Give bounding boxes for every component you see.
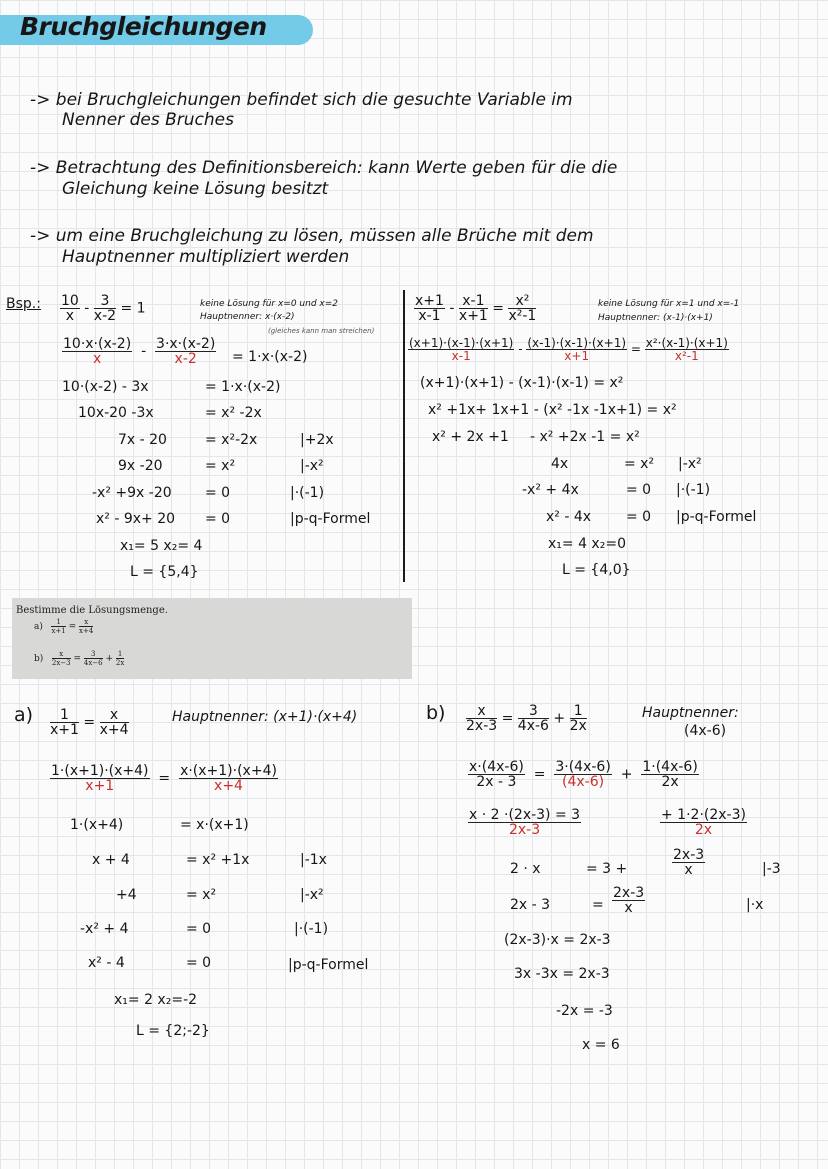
ex1-step-3-right: = x²-2x: [205, 432, 258, 448]
ex2-mult-c-den: x²-1: [674, 349, 699, 363]
ex2-step-5-op: |·(-1): [676, 482, 711, 498]
ex2-n1: x+1: [415, 293, 444, 309]
sol-b-line-8: -2x = -3: [556, 1003, 613, 1019]
sol-b-line-4-right: = 3 +: [586, 861, 628, 877]
task-heading: Bestimme die Lösungsmenge.: [16, 605, 168, 616]
sol-a-step-2-op: |-1x: [300, 852, 327, 868]
ex2-step-6-left: x² - 4x: [546, 509, 592, 525]
task-a-d1: x+1: [51, 627, 66, 635]
sol-a-mult-a-den: x+1: [85, 778, 115, 794]
task-b-d2: 4x−6: [83, 659, 103, 667]
sol-a-step-5-left: x² - 4: [88, 955, 125, 971]
ex2-step-6-right: = 0: [626, 509, 652, 525]
ex1-mult-b-den: x-2: [174, 351, 197, 367]
sol-a-solution: L = {2;-2}: [136, 1023, 210, 1039]
task-b-d3: 2x: [115, 659, 125, 667]
ex2-step-5-left: -x² + 4x: [522, 482, 579, 498]
ex2-step-4-right: = x²: [624, 456, 655, 472]
task-a-n2: x: [79, 618, 93, 627]
sol-b-mult-a-den: 2x - 3: [476, 774, 517, 790]
sol-b-mult-c: 1·(4x-6): [642, 759, 698, 775]
ex1-note-2: Hauptnenner: x·(x-2): [200, 312, 295, 322]
ex1-step-2-right: = x² -2x: [205, 405, 262, 421]
sol-b-hauptnenner-value: (4x-6): [684, 723, 727, 739]
sol-b-line-3a: [468, 808, 581, 837]
sol-a-mult-a: 1·(x+1)·(x+4): [51, 763, 149, 779]
ex1-mult: $\frac{10\cdot x\cdot(x-2)}{x}$ - $\frac{3\cdot x\cdot(x-2)}{x-2}$: [63, 336, 216, 367]
sol-b-line-3b: [660, 808, 747, 837]
sol-b-line-3b-num: + 1·2·(2x-3): [661, 807, 746, 823]
sol-b-line-5-den: x: [624, 900, 633, 916]
sol-a-n1: 1: [50, 708, 79, 723]
sol-b-mult-a: x·(4x-6): [469, 759, 524, 775]
sol-b-hauptnenner-label: Hauptnenner:: [642, 705, 739, 721]
sol-b-mult-b: 3·(4x-6): [555, 759, 611, 775]
sol-a-step-3-right: = x²: [186, 887, 217, 903]
ex2-d3: x²-1: [508, 308, 537, 324]
task-b: b) $\frac{x}{2x-3}$ = $\frac{3}{4x-6}$ + $\frac{1}{2x}$: [34, 650, 125, 667]
sol-b-line-4-frac: [672, 848, 705, 877]
sol-a-step-2-left: x + 4: [92, 852, 130, 868]
task-b-n2: 3: [84, 650, 103, 659]
sol-b-n1: x: [466, 704, 497, 719]
ex1-step-6-right: = 0: [205, 511, 231, 527]
sol-b-line-5-left: 2x - 3: [510, 897, 551, 913]
ex1-step-5-right: = 0: [205, 485, 231, 501]
sol-b-line-4-op: |-3: [762, 861, 781, 877]
ex2-d1: x-1: [418, 308, 441, 324]
sol-b-mult: $\frac{x\cdot(4x-6)}{2x - 3}$ = $\frac{3\cdot(4x-6)}{(4x-6)}$ + $\frac{1\cdot(4x-6)}{2x}$: [469, 759, 698, 790]
task-a: a) $\frac{1}{x+1}$ = $\frac{x}{x+4}$: [34, 618, 94, 635]
ex1-d2: x-2: [93, 308, 117, 324]
ex2-solution: L = {4,0}: [562, 562, 631, 578]
ex1-n2: 3: [94, 294, 116, 309]
sol-a-hauptnenner: Hauptnenner: (x+1)·(x+4): [172, 709, 358, 725]
ex1-n1: 10: [61, 293, 79, 309]
ex1-mult-a: 10·x·(x-2): [63, 336, 132, 352]
ex1-step-3-left: 7x - 20: [118, 432, 167, 448]
example-label: Bsp.:: [6, 296, 41, 312]
sol-b-line-4-num: 2x-3: [673, 847, 705, 863]
note-3-line-1: -> um eine Bruchgleichung zu lösen, müssen alle Brüche mit dem: [30, 226, 594, 246]
ex2-mult-c: x²·(x-1)·(x+1): [645, 336, 728, 350]
sol-a-mult-b-den: x+4: [214, 778, 243, 794]
ex1-step-5-left: -x² +9x -20: [92, 485, 172, 501]
sol-a-step-4-left: -x² + 4: [80, 921, 129, 937]
ex2-step-1: (x+1)·(x+1) - (x-1)·(x-1) = x²: [420, 375, 624, 391]
ex1-solution: L = {5,4}: [130, 564, 199, 580]
ex2-step-6-op: |p-q-Formel: [676, 509, 757, 525]
sol-a-step-4-op: |·(-1): [294, 921, 329, 937]
sol-b-line-9: x = 6: [582, 1037, 620, 1053]
sol-a-d1: x+1: [50, 722, 79, 738]
ex1-step-3-op: |+2x: [300, 432, 334, 448]
ex1-step-1-right: = 1·x·(x-2): [205, 379, 281, 395]
ex1-step-4-right: = x²: [205, 458, 236, 474]
ex1-d1: x: [65, 308, 75, 324]
ex2-step-4-op: |-x²: [678, 456, 702, 472]
ex1-roots: x₁= 5 x₂= 4: [120, 538, 203, 554]
sol-a-roots: x₁= 2 x₂=-2: [114, 992, 198, 1008]
ex2-step-2: x² +1x+ 1x+1 - (x² -1x -1x+1) = x²: [428, 402, 677, 418]
sol-b-line-7: 3x -3x = 2x-3: [514, 966, 610, 982]
ex1-step-5-op: |·(-1): [290, 485, 325, 501]
sol-a-step-3-op: |-x²: [300, 887, 324, 903]
sol-a-step-5-right: = 0: [186, 955, 212, 971]
sol-b-d2: 4x-6: [517, 718, 549, 734]
sol-a-n2: x: [100, 708, 129, 723]
sol-a-step-3-left: +4: [116, 887, 137, 903]
ex2-note-1: keine Lösung für x=1 und x=-1: [598, 299, 740, 309]
sol-b-n2: 3: [518, 704, 549, 719]
ex2-mult: $\frac{(x+1)\cdot(x-1)\cdot(x+1)}{x-1}$ - $\frac{(x-1)\cdot(x-1)\cdot(x+1)}{x+1}$ = $\frac{\text{x²·(x-1)·(x+1)}}{\text{x²-1}}$: [409, 336, 728, 363]
ex2-d2: x+1: [458, 308, 488, 324]
sol-b-line-3a-num: x · 2 ·(2x-3) = 3: [469, 807, 581, 823]
ex1-step-6-op: |p-q-Formel: [290, 511, 371, 527]
ex1-step-4-op: |-x²: [300, 458, 324, 474]
sol-b-d3: 2x: [569, 718, 587, 734]
sol-a-step-1-left: 1·(x+4): [70, 817, 124, 833]
ex1-step-4-left: 9x -20: [118, 458, 163, 474]
task-b-d1: 2x−3: [51, 659, 71, 667]
task-b-n1: x: [52, 650, 71, 659]
sol-a-d2: x+4: [99, 722, 129, 738]
ex2-step-3-left: x² + 2x +1: [432, 429, 509, 445]
ex1-step-2-left: 10x-20 -3x: [78, 405, 154, 421]
ex2-n2: x-1: [459, 294, 488, 309]
sol-b-line-3a-den: 2x-3: [508, 822, 541, 838]
note-2-line-1: -> Betrachtung des Definitionsbereich: kann Werte geben für die die: [30, 158, 618, 178]
sol-b-line-5-right: =: [592, 897, 604, 913]
sol-b-line-4-den: x: [684, 862, 693, 878]
column-divider: [403, 290, 405, 582]
sol-b-equation: $\frac{x}{2x-3}$ = $\frac{3}{4x-6}$ + $\frac{1}{2x}$: [466, 703, 587, 734]
page-title: Bruchgleichungen: [20, 12, 267, 41]
sol-a-mult-b: x·(x+1)·(x+4): [180, 763, 277, 779]
ex1-note-3: (gleiches kann man streichen): [268, 327, 375, 335]
ex1-mult-b: 3·x·(x-2): [156, 336, 216, 352]
task-panel: [12, 598, 412, 679]
sol-b-mult-c-den: 2x: [661, 774, 679, 790]
note-1-line-1: -> bei Bruchgleichungen befindet sich die gesuchte Variable im: [30, 90, 573, 110]
sol-b-label: b): [426, 702, 446, 724]
note-1-line-2: Nenner des Bruches: [62, 110, 234, 130]
ex2-step-5-right: = 0: [626, 482, 652, 498]
sol-b-line-3b-den: 2x: [694, 822, 713, 838]
sol-a-step-1-right: = x·(x+1): [180, 817, 249, 833]
sol-a-equation: $\frac{1}{x+1}$ = $\frac{x}{x+4}$: [50, 707, 129, 738]
ex2-mult-b-den: x+1: [564, 349, 590, 363]
sol-a-step-4-right: = 0: [186, 921, 212, 937]
ex1-rhs: = 1: [120, 300, 146, 317]
task-b-n3: 1: [117, 650, 123, 658]
sol-a-label: a): [14, 704, 34, 726]
sol-b-line-6: (2x-3)·x = 2x-3: [504, 932, 611, 948]
ex1-mult-a-den: x: [92, 351, 102, 367]
ex1-note-1: keine Lösung für x=0 und x=2: [200, 299, 339, 309]
ex1-equation: $\frac{10}{x}$ - $\frac{3}{x-2}$ = 1: [61, 293, 146, 324]
sol-b-line-5-frac: [612, 886, 645, 915]
ex2-equation: $\frac{x+1}{x-1}$ - $\frac{x-1}{x+1}$ = $\frac{\text{x²}}{\text{x²-1}}$: [415, 293, 537, 324]
ex2-roots: x₁= 4 x₂=0: [548, 536, 626, 552]
sol-b-line-5-op: |·x: [746, 897, 764, 913]
ex2-mult-b: (x-1)·(x-1)·(x+1): [527, 336, 627, 350]
sol-b-line-5-num: 2x-3: [613, 885, 645, 901]
ex2-n3: x²: [508, 294, 536, 309]
sol-a-step-2-right: = x² +1x: [186, 852, 250, 868]
ex2-step-4-left: 4x: [551, 456, 569, 472]
note-3-line-2: Hauptnenner multipliziert werden: [62, 247, 350, 267]
ex2-mult-a-den: x-1: [451, 349, 471, 363]
ex2-step-3-right: - x² +2x -1 = x²: [530, 429, 640, 445]
sol-b-d1: 2x-3: [466, 718, 498, 734]
task-b-label: b): [34, 654, 44, 664]
sol-b-line-4-left: 2 · x: [510, 861, 541, 877]
task-a-d2: x+4: [79, 627, 94, 635]
ex2-mult-a: (x+1)·(x-1)·(x+1): [409, 336, 514, 350]
sol-a-step-5-op: |p-q-Formel: [288, 957, 369, 973]
sol-b-n3: 1: [570, 704, 587, 719]
ex1-step-6-left: x² - 9x+ 20: [96, 511, 176, 527]
ex1-step-1-left: 10·(x-2) - 3x: [62, 379, 149, 395]
task-a-label: a): [34, 622, 43, 632]
note-2-line-2: Gleichung keine Lösung besitzt: [62, 179, 329, 199]
ex2-note-2: Hauptnenner: (x-1)·(x+1): [598, 313, 713, 323]
ex1-mult-rhs: = 1·x·(x-2): [232, 349, 308, 365]
sol-a-mult: $\frac{1\cdot(x+1)\cdot(x+4)}{x+1}$ = $\frac{x\cdot(x+1)\cdot(x+4)}{x+4}$: [51, 763, 277, 794]
sol-b-mult-b-den: (4x-6): [562, 774, 605, 790]
task-a-n1: 1: [51, 618, 65, 627]
